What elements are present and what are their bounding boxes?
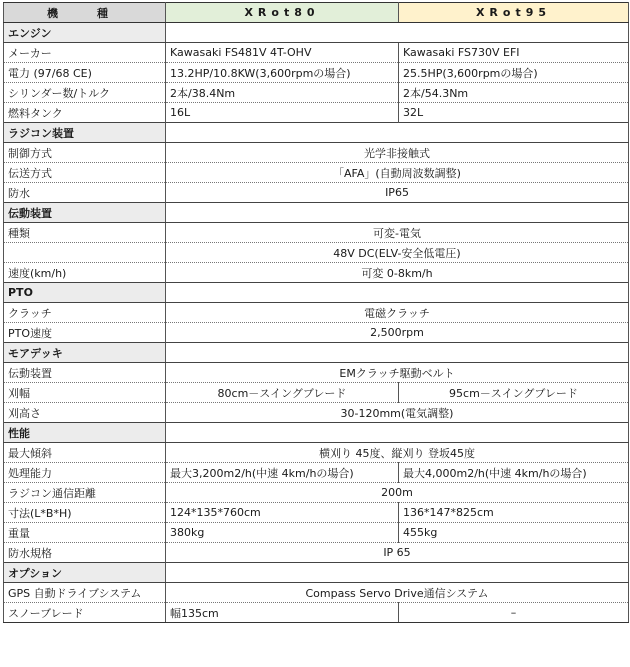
row-label: 伝送方式 — [4, 163, 166, 183]
row-label: 防水 — [4, 183, 166, 203]
table-row — [4, 363, 629, 383]
header-item: 機 種 — [4, 3, 166, 23]
value-shared: 48V DC(ELV-安全低電圧) — [166, 243, 629, 263]
value-shared: 電磁クラッチ — [166, 303, 629, 323]
value-a: 最大3,200m2/h(中速 4km/hの場合) — [166, 463, 399, 483]
row-label: GPS 自動ドライブシステム — [4, 583, 166, 603]
value-a: 13.2HP/10.8KW(3,600rpmの場合) — [166, 63, 399, 83]
row-label: 種類 — [4, 223, 166, 243]
table-row — [4, 143, 629, 163]
section-title: エンジン — [4, 23, 166, 43]
table-row — [4, 163, 629, 183]
table-row — [4, 523, 629, 543]
section-blank — [166, 423, 629, 443]
row-label: 寸法(L*B*H) — [4, 503, 166, 523]
row-label: 刈高さ — [4, 403, 166, 423]
section-blank — [166, 123, 629, 143]
table-row — [4, 223, 629, 243]
value-a: 380kg — [166, 523, 399, 543]
section-title: 性能 — [4, 423, 166, 443]
table-row — [4, 63, 629, 83]
value-b: 455kg — [399, 523, 629, 543]
value-shared: 「AFA」(自動周波数調整) — [166, 163, 629, 183]
spec-table — [3, 2, 629, 623]
row-label: シリンダー数/トルク — [4, 83, 166, 103]
section-title: ラジコン装置 — [4, 123, 166, 143]
section-title: モアデッキ — [4, 343, 166, 363]
value-b: Kawasaki FS730V EFI — [399, 43, 629, 63]
table-row — [4, 403, 629, 423]
section-title: PTO — [4, 283, 166, 303]
value-shared: 可変-電気 — [166, 223, 629, 243]
row-label: クラッチ — [4, 303, 166, 323]
table-row — [4, 383, 629, 403]
value-shared: 可変 0-8km/h — [166, 263, 629, 283]
value-shared: EMクラッチ駆動ベルト — [166, 363, 629, 383]
row-label: 重量 — [4, 523, 166, 543]
value-a: 80cm－スイングブレード — [166, 383, 399, 403]
section-blank — [166, 343, 629, 363]
section-title: オプション — [4, 563, 166, 583]
table-row — [4, 443, 629, 463]
value-shared: 30-120mm(電気調整) — [166, 403, 629, 423]
value-b: 2本/54.3Nm — [399, 83, 629, 103]
value-shared: Compass Servo Drive通信システム — [166, 583, 629, 603]
value-a: Kawasaki FS481V 4T-OHV — [166, 43, 399, 63]
header-row — [4, 3, 629, 23]
section-perf — [4, 423, 629, 443]
row-label: 刈幅 — [4, 383, 166, 403]
table-row — [4, 603, 629, 623]
table-row — [4, 43, 629, 63]
section-blank — [166, 203, 629, 223]
row-label: ラジコン通信距離 — [4, 483, 166, 503]
table-row — [4, 323, 629, 343]
table-row — [4, 103, 629, 123]
section-title: 伝動装置 — [4, 203, 166, 223]
section-engine — [4, 23, 629, 43]
section-radio — [4, 123, 629, 143]
section-blank — [166, 563, 629, 583]
value-b: 最大4,000m2/h(中速 4km/hの場合) — [399, 463, 629, 483]
row-label: 燃料タンク — [4, 103, 166, 123]
value-shared: IP 65 — [166, 543, 629, 563]
value-shared: 光学非接触式 — [166, 143, 629, 163]
row-label: 最大傾斜 — [4, 443, 166, 463]
table-row — [4, 483, 629, 503]
section-drive — [4, 203, 629, 223]
table-row — [4, 183, 629, 203]
value-a: 2本/38.4Nm — [166, 83, 399, 103]
row-label: 処理能力 — [4, 463, 166, 483]
section-deck — [4, 343, 629, 363]
value-shared: 2,500rpm — [166, 323, 629, 343]
table-row — [4, 83, 629, 103]
section-blank — [166, 283, 629, 303]
value-b: – — [399, 603, 629, 623]
value-shared: 横刈り 45度、縦刈り 登坂45度 — [166, 443, 629, 463]
header-model-b: XRot95 — [399, 3, 629, 23]
table-row — [4, 503, 629, 523]
value-b: 25.5HP(3,600rpmの場合) — [399, 63, 629, 83]
table-row — [4, 543, 629, 563]
row-label: 防水規格 — [4, 543, 166, 563]
row-label: 速度(km/h) — [4, 263, 166, 283]
value-b: 32L — [399, 103, 629, 123]
table-row — [4, 303, 629, 323]
table-row — [4, 243, 629, 263]
row-label: PTO速度 — [4, 323, 166, 343]
value-shared: IP65 — [166, 183, 629, 203]
value-b: 95cm－スイングブレード — [399, 383, 629, 403]
header-model-a: XRot80 — [166, 3, 399, 23]
value-shared: 200m — [166, 483, 629, 503]
value-b: 136*147*825cm — [399, 503, 629, 523]
value-a: 16L — [166, 103, 399, 123]
value-a: 幅135cm — [166, 603, 399, 623]
table-row — [4, 583, 629, 603]
section-option — [4, 563, 629, 583]
row-label: 電力 (97/68 CE) — [4, 63, 166, 83]
section-blank — [166, 23, 629, 43]
table-row — [4, 463, 629, 483]
section-pto — [4, 283, 629, 303]
table-row — [4, 263, 629, 283]
row-label-empty — [4, 243, 166, 263]
value-a: 124*135*760cm — [166, 503, 399, 523]
row-label: スノーブレード — [4, 603, 166, 623]
row-label: 伝動装置 — [4, 363, 166, 383]
row-label: 制御方式 — [4, 143, 166, 163]
row-label: メーカー — [4, 43, 166, 63]
